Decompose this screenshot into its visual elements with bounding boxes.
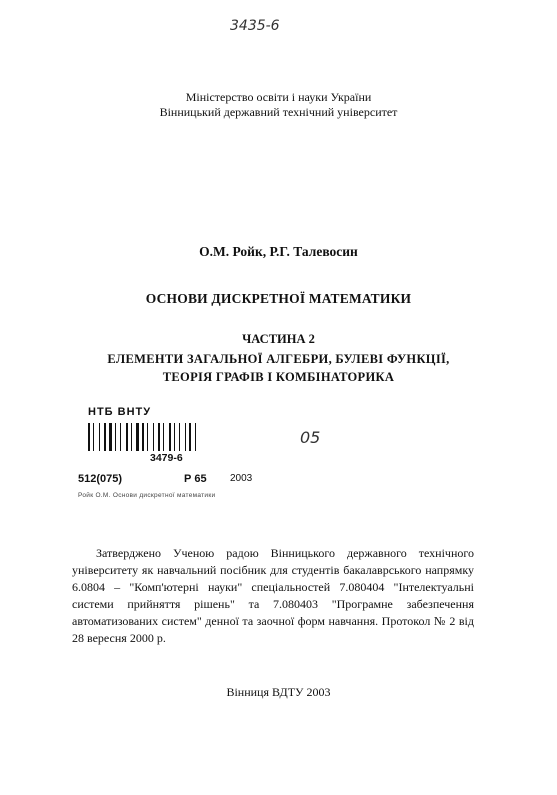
university-line: Вінницький державний технічний університет: [159, 105, 398, 119]
barcode-bar: [189, 423, 191, 451]
barcode-bar: [115, 423, 116, 451]
barcode-bar: [153, 423, 154, 451]
barcode-bar: [174, 423, 175, 451]
barcode-bar: [179, 423, 180, 451]
authors: О.М. Ройк, Р.Г. Талевосин: [199, 244, 358, 259]
inventory-number: 3479-6: [150, 452, 183, 464]
library-name: НТБ ВНТУ: [88, 406, 152, 418]
city-year: Вінниця ВДТУ 2003: [226, 685, 331, 699]
barcode-bar: [185, 423, 186, 451]
barcode-bar: [104, 423, 106, 451]
ministry-header: [0, 90, 557, 120]
handwritten-mark-05: 05: [300, 428, 321, 447]
handwritten-inventory-mark: 3435-6: [230, 18, 280, 34]
barcode-bar: [88, 423, 90, 451]
barcode-bar: [136, 423, 139, 451]
stamp-note: Ройк О.М. Основи дискретної математики: [78, 492, 216, 499]
ministry-line: Міністерство освіти і науки України: [185, 90, 372, 104]
subtitle: [0, 350, 557, 386]
approval-text: Затверджено Ученою радою Вінницького державного технічного університету як навчальний посібник для студентів бакалаврського напрямку 6.0804 – "Комп'ютерні науки" спеціальностей 7.080404 "Інтелектуальні системи прийняття рішень" та 7.080403 "Програмне забезпечення автоматизованих систем" денної та заочної форм навчання. Протокол № 2 від 28 вересня 2000 р.: [72, 546, 474, 645]
barcode-bar: [195, 423, 196, 451]
barcode-bar: [147, 423, 148, 451]
udc-code: 512(075): [78, 473, 123, 485]
barcode: [88, 423, 253, 451]
barcode-bar: [163, 423, 164, 451]
stamp-year: 2003: [230, 473, 253, 484]
author-code: Р 65: [184, 473, 207, 485]
part-label: ЧАСТИНА 2: [242, 332, 315, 346]
barcode-bar: [126, 423, 128, 451]
barcode-bar: [142, 423, 144, 451]
barcode-bar: [131, 423, 132, 451]
barcode-bar: [109, 423, 112, 451]
subtitle-line-1: ЕЛЕМЕНТИ ЗАГАЛЬНОЇ АЛГЕБРИ, БУЛЕВІ ФУНКЦІЇ,: [107, 352, 450, 366]
barcode-bar: [93, 423, 94, 451]
barcode-bar: [120, 423, 121, 451]
barcode-bar: [99, 423, 100, 451]
book-title: ОСНОВИ ДИСКРЕТНОЇ МАТЕМАТИКИ: [145, 291, 412, 306]
barcode-bar: [169, 423, 171, 451]
subtitle-line-2: ТЕОРІЯ ГРАФІВ І КОМБІНАТОРИКА: [162, 370, 395, 384]
barcode-bar: [158, 423, 160, 451]
